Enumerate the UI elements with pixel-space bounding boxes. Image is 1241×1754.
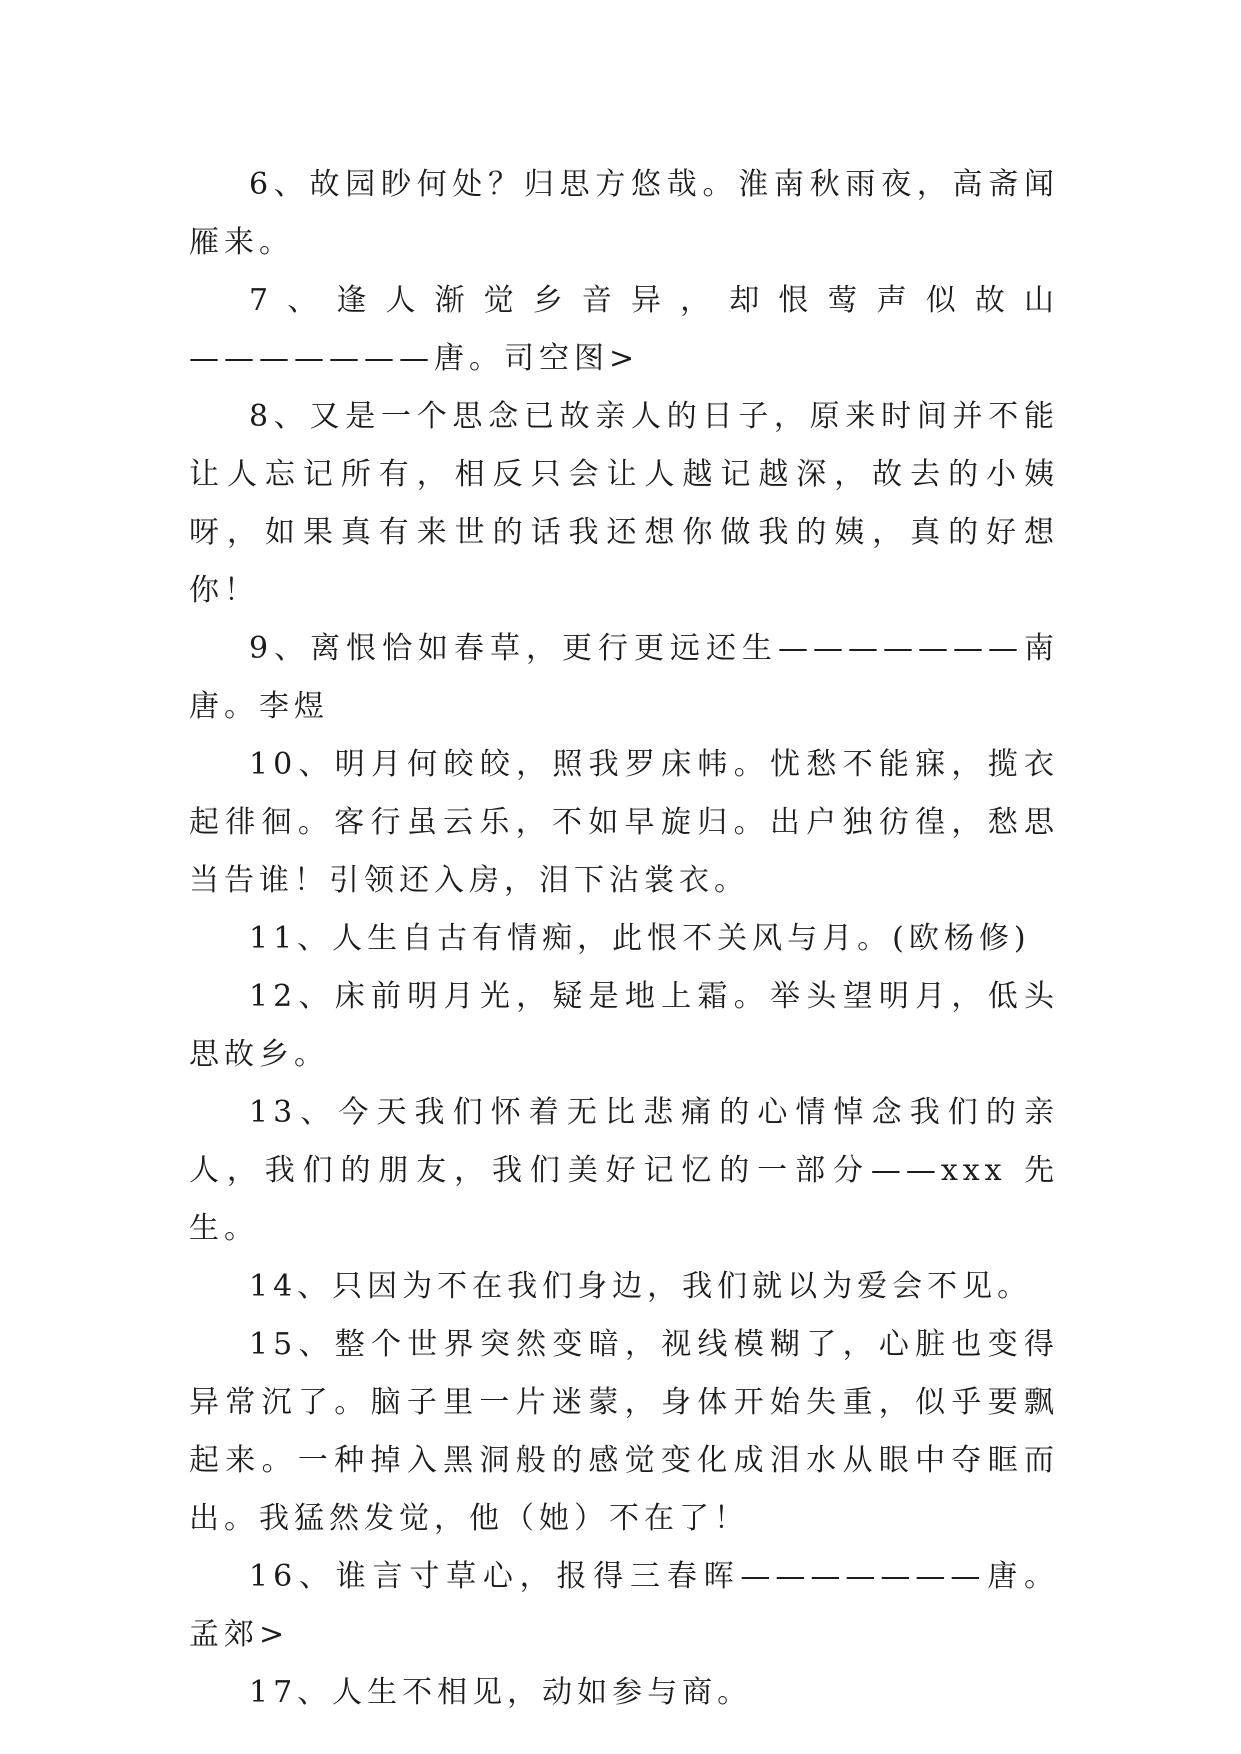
paragraph-13: 13、今天我们怀着无比悲痛的心情悼念我们的亲人，我们的朋友，我们美好记忆的一部分——xxx 先生。 (189, 1095, 1059, 1246)
paragraph-12: 12、床前明月光，疑是地上霜。举头望明月，低头思故乡。 (189, 979, 1059, 1072)
paragraph-16: 16、谁言寸草心，报得三春晖———————唐。孟郊> (189, 1559, 1059, 1652)
paragraph-9: 9、离恨恰如春草，更行更远还生———————南唐。李煜 (189, 631, 1059, 724)
paragraph-11: 11、人生自古有情痴，此恨不关风与月。(欧杨修) (249, 921, 1031, 956)
paragraph-6: 6、故园眇何处？归思方悠哉。淮南秋雨夜，高斋闻雁来。 (189, 167, 1059, 260)
paragraph-7: 7、逢人渐觉乡音异，却恨莺声似故山———————唐。司空图> (189, 283, 1059, 376)
paragraph-15: 15、整个世界突然变暗，视线模糊了，心脏也变得异常沉了。脑子里一片迷蒙，身体开始失重，似乎要飘起来。一种掉入黑洞般的感觉变化成泪水从眼中夺眶而出。我猛然发觉，他（她）不在了！ (189, 1327, 1059, 1536)
paragraph-10: 10、明月何皎皎，照我罗床帏。忧愁不能寐，揽衣起徘徊。客行虽云乐，不如早旋归。出户独彷徨，愁思当告谁！引领还入房，泪下沾裳衣。 (189, 747, 1059, 898)
paragraph-17: 17、人生不相见，动如参与商。 (249, 1675, 753, 1710)
paragraph-8: 8、又是一个思念已故亲人的日子，原来时间并不能让人忘记所有，相反只会让人越记越深，故去的小姨呀，如果真有来世的话我还想你做我的姨，真的好想你！ (189, 399, 1059, 608)
document-body (189, 156, 1059, 1722)
paragraph-14: 14、只因为不在我们身边，我们就以为爱会不见。 (249, 1269, 1033, 1304)
